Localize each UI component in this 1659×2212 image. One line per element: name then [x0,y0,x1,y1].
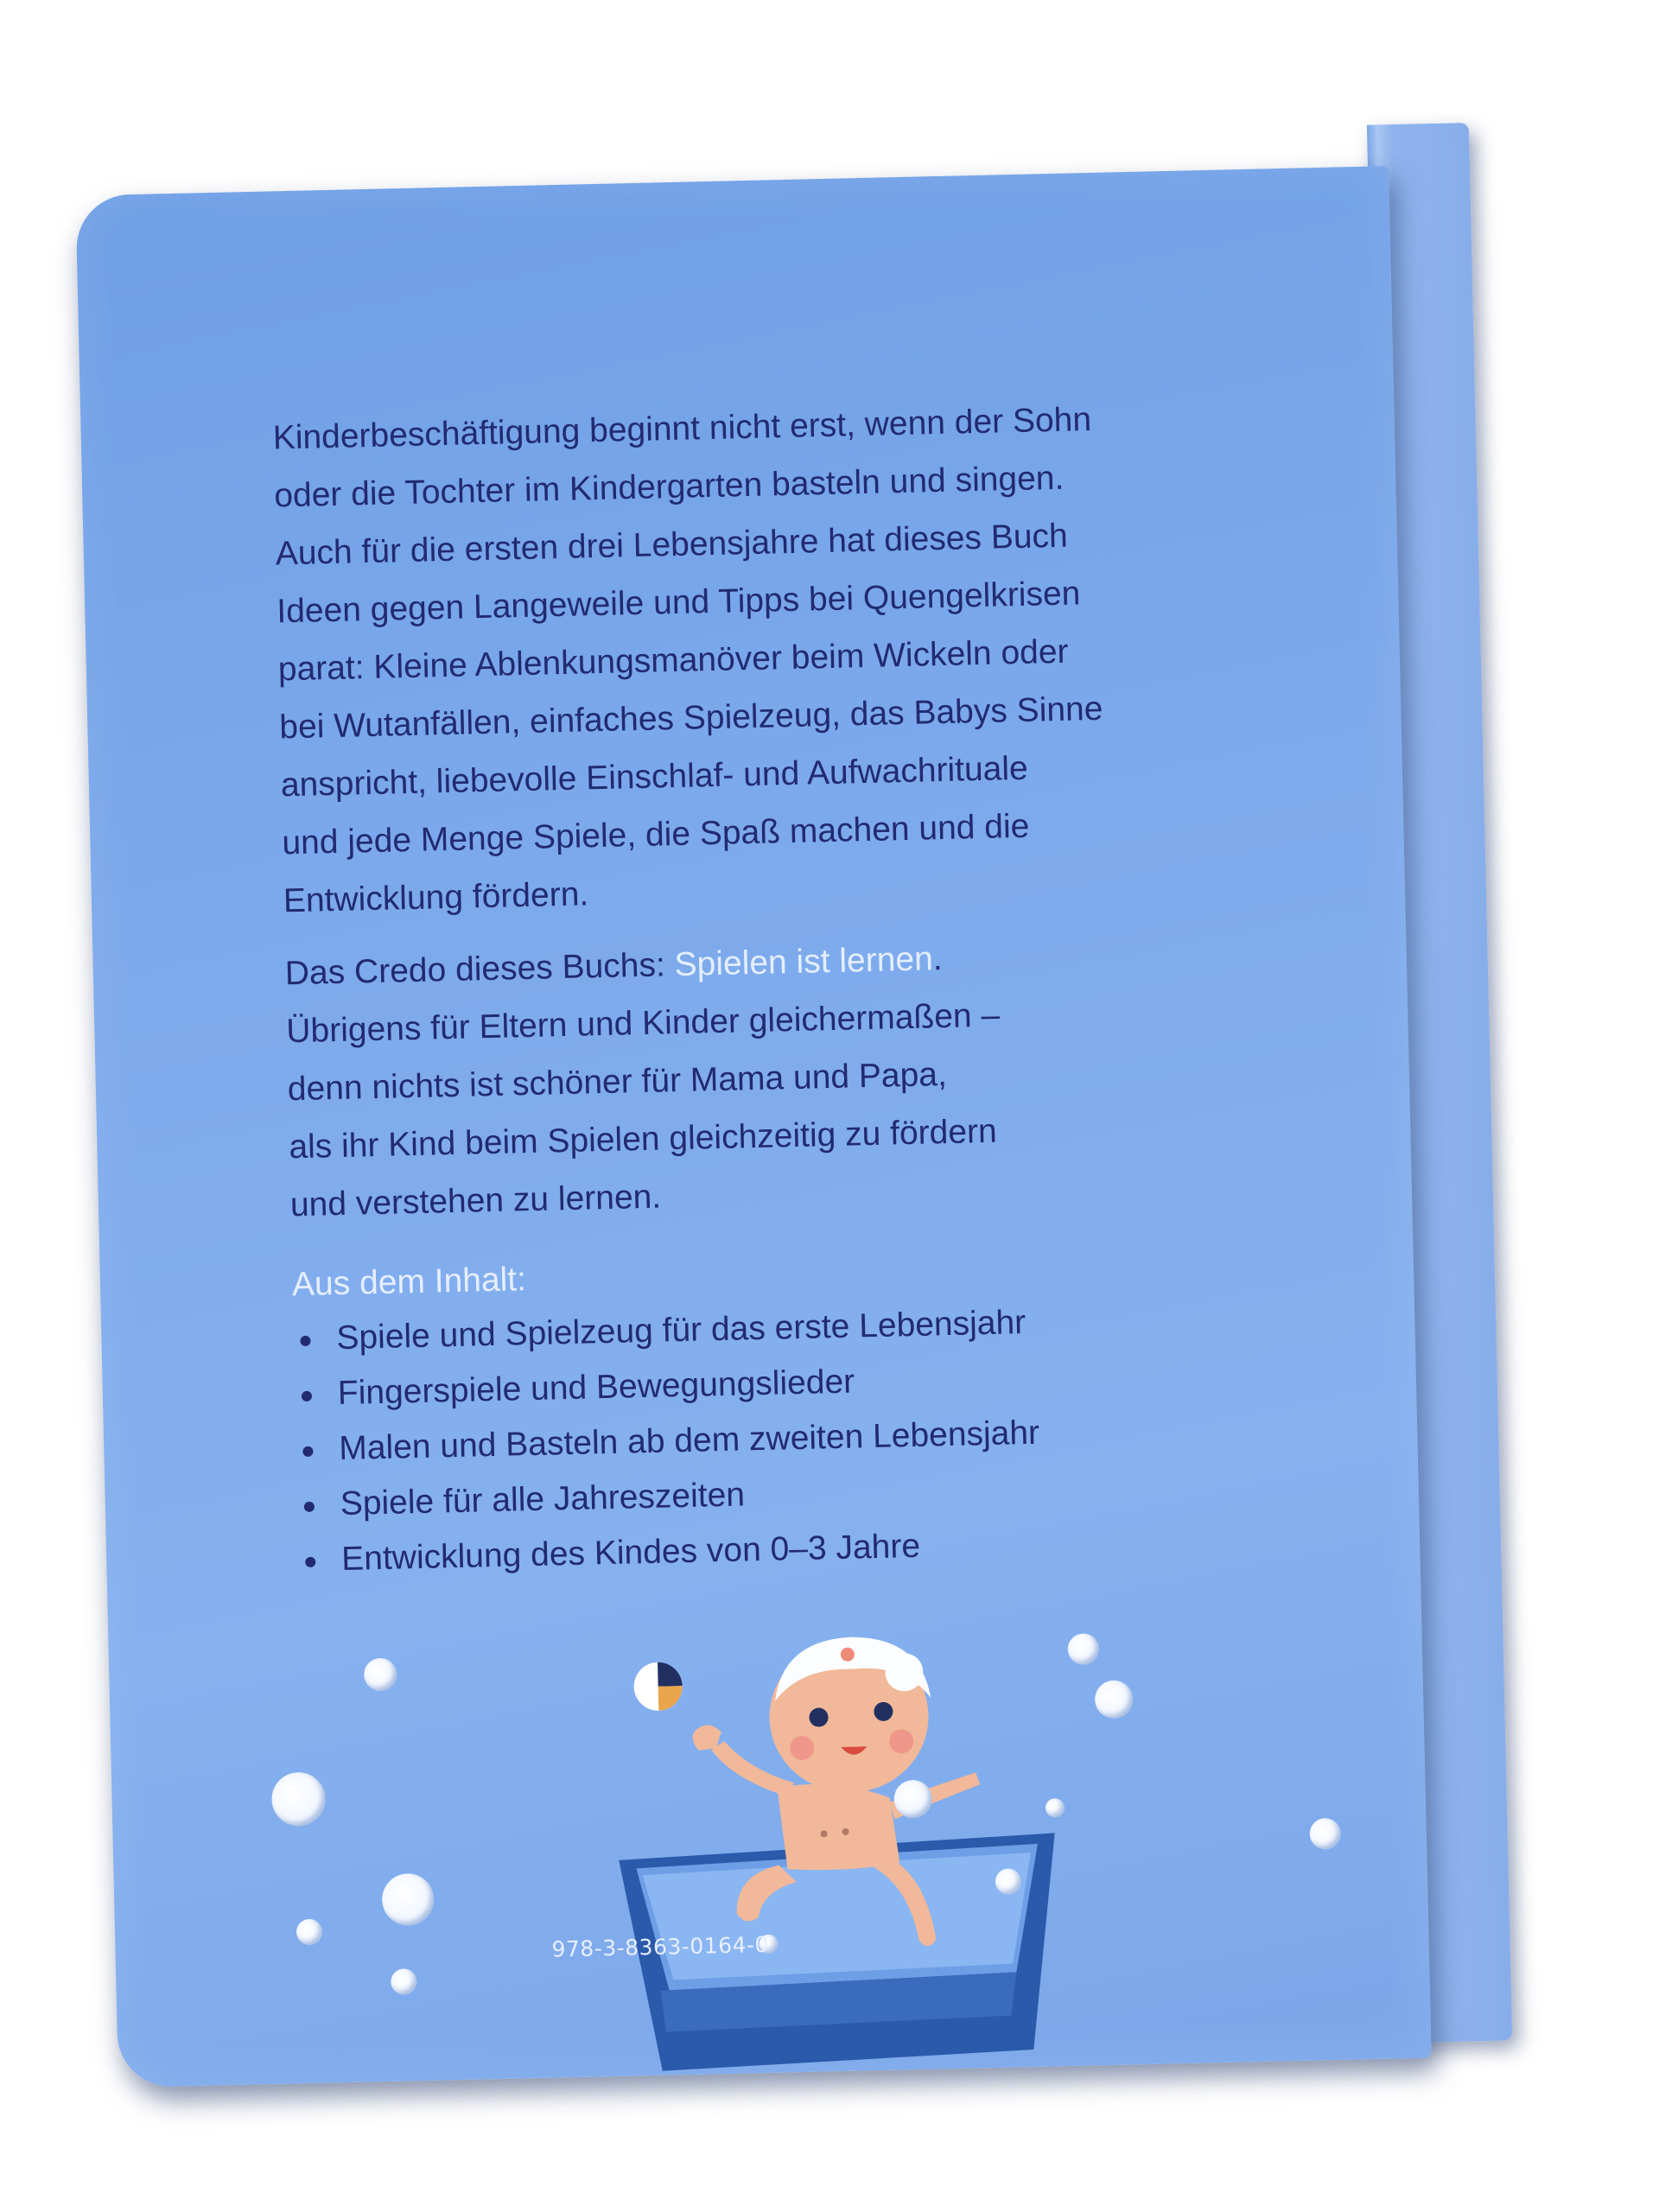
credo-prefix: Das Credo dieses Buchs: [284,946,676,993]
contents-item: Spiele und Spielzeug für das erste Lebensjahr [293,1288,1313,1367]
bubble-icon [271,1772,326,1827]
credo-highlight: Spielen ist lernen [674,940,934,984]
contents-item: Spiele für alle Jahreszeiten [296,1454,1317,1533]
intro-line: anspricht, liebevolle Einschlaf- und Aufwachrituale [280,749,1029,804]
credo-line: als ihr Kind beim Spielen gleichzeitig zu fördern [288,1112,998,1166]
intro-line: Ideen gegen Langeweile und Tipps bei Quengelkrisen [276,575,1081,631]
intro-line: bei Wutanfällen, einfaches Spielzeug, das Babys Sinne [278,690,1103,747]
baby-bathtub-illustration [366,1558,1380,2082]
contents-item: Fingerspiele und Bewegungslieder [294,1344,1314,1422]
intro-line: Kinderbeschäftigung beginnt nicht erst, wenn der Sohn [272,400,1092,457]
intro-paragraph [272,386,1303,931]
credo-paragraph [284,922,1310,1235]
bubble-icon [296,1919,323,1946]
contents-list [293,1288,1319,1588]
credo-suffix: . [932,940,944,978]
credo-line: denn nichts ist schöner für Mama und Papa, [287,1055,948,1109]
intro-line: und jede Menge Spiele, die Spaß machen und die [281,807,1030,862]
intro-line: oder die Tochter im Kindergarten basteln und singen. [273,459,1065,515]
blurb [272,386,1319,1588]
credo-line: und verstehen zu lernen. [289,1178,662,1224]
intro-line: parat: Kleine Ablenkungsmanöver beim Wickeln oder [277,632,1069,689]
toy-ball-icon [633,1662,683,1711]
book [75,164,1512,2088]
credo-line: Übrigens für Eltern und Kinder gleichermaßen – [285,996,1001,1051]
intro-line: Entwicklung fördern. [283,875,589,920]
contents-item: Entwicklung des Kindes von 0–3 Jahre [298,1510,1319,1588]
contents-heading: Aus dem Inhalt: [291,1261,527,1304]
back-cover [75,166,1431,2088]
isbn-number: 978-3-8363-0164-0 [551,1931,770,1962]
intro-line: Auch für die ersten drei Lebensjahre hat dieses Buch [275,517,1069,573]
contents-item: Malen und Basteln ab dem zweiten Lebensjahr [296,1399,1316,1478]
